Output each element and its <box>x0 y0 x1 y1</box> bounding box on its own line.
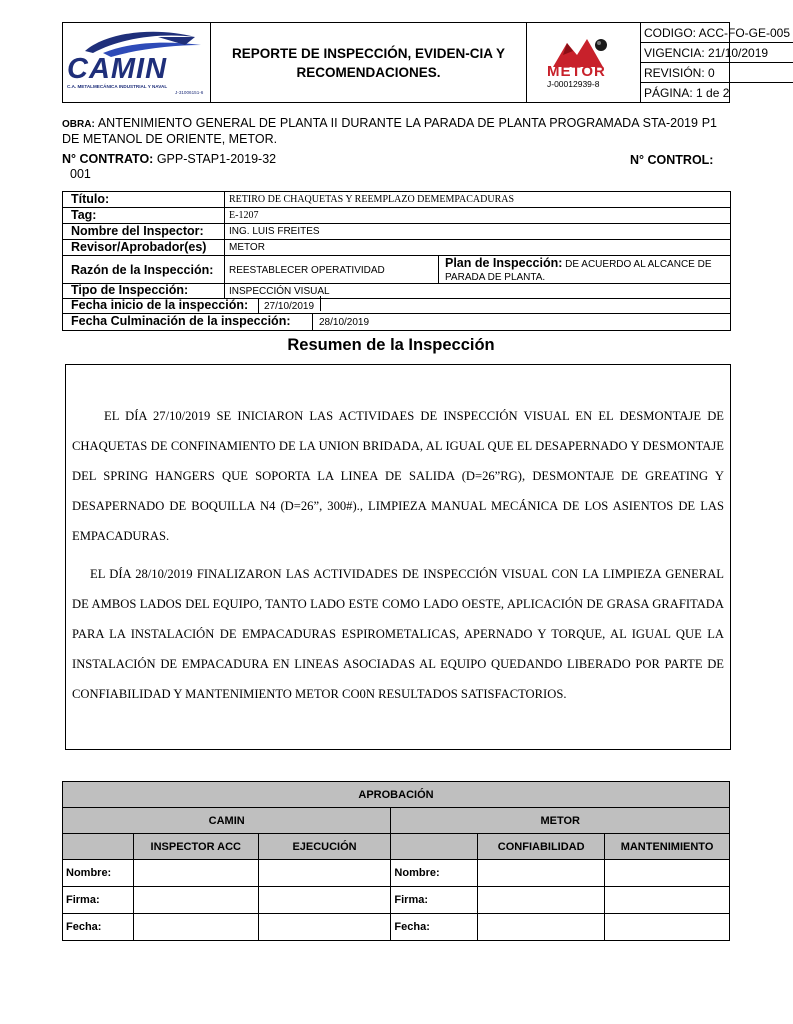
metor-confiabilidad-nombre-field[interactable] <box>478 860 605 887</box>
col-mantenimiento: MANTENIMIENTO <box>605 834 730 860</box>
document-meta <box>641 23 791 102</box>
camin-ejecucion-nombre-field[interactable] <box>258 860 391 887</box>
col-confiabilidad: CONFIABILIDAD <box>478 834 605 860</box>
approval-metor: METOR <box>391 808 730 834</box>
approval-row-fecha <box>63 914 730 941</box>
camin-logo-subtitle: C.A. METALMECÁNICA INDUSTRIAL Y NAVAL <box>67 84 168 89</box>
row-titulo <box>63 192 730 208</box>
titulo-label: Título: <box>71 192 110 206</box>
metor-logo-text: METOR <box>547 63 606 80</box>
culminacion-label: Fecha Culminación de la inspección: <box>71 314 291 328</box>
metor-mantenimiento-fecha-field[interactable] <box>605 914 730 941</box>
metor-firma-label: Firma: <box>391 887 478 914</box>
summary-paragraph-1: EL DÍA 27/10/2019 SE INICIARON LAS ACTIVIDAES DE INSPECCIÓN VISUAL EN EL DESMONTAJE DE CHAQUETAS DE CONFINAMIENTO DE LA UNION BRIDADA, AL IGUAL QUE EL DESAPERNADO Y DESMONTAJE DEL SPRING HANGERS QUE SOPORTA LA LINEA DE SALIDA (D=26”RG), DESMONTAJE DE GREATING Y DESAPERNADO DE BOQUILLA N4 (D=26”, 300#)., LIMPIEZA MANUAL MECÁNICA DE LOS ASIENTOS DE LAS EMPACADURAS. <box>72 409 724 543</box>
obra-section <box>62 116 717 147</box>
camin-inspector-firma-field[interactable] <box>133 887 258 914</box>
approval-title: APROBACIÓN <box>63 782 730 808</box>
razon-label: Razón de la Inspección: <box>71 263 214 277</box>
document-header <box>62 22 791 103</box>
approval-camin: CAMIN <box>63 808 391 834</box>
col-ejecucion: EJECUCIÓN <box>258 834 391 860</box>
meta-revision: REVISIÓN: 0 <box>641 63 793 83</box>
summary-paragraph-2: EL DÍA 28/10/2019 FINALIZARON LAS ACTIVIDADES DE INSPECCIÓN VISUAL CON LA LIMPIEZA GENERAL DE AMBOS LADOS DEL EQUIPO, TANTO LADO ESTE COMO LADO OESTE, APLICACIÓN DE GRASA GRAFITADA PARA LA INSTALACIÓN DE EMPACADURAS ESPIROMETALICAS, APERNADO Y TORQUE, AL IGUAL QUE LA INSTALACIÓN DE EMPACADURA EN LINEAS ASOCIADAS AL EQUIPO QUEDANDO LIBERADO POR PARTE DE CONFIABILIDAD Y MANTENIMIENTO METOR CO0N RESULTADOS SATISFACTORIOS. <box>72 567 724 701</box>
obra-label: OBRA: <box>62 119 95 130</box>
titulo-value: RETIRO DE CHAQUETAS Y REEMPLAZO DEMEMPACADURAS <box>229 194 515 205</box>
metor-confiabilidad-firma-field[interactable] <box>478 887 605 914</box>
summary-box <box>65 364 731 750</box>
tag-value: E-1207 <box>229 210 259 221</box>
tag-label: Tag: <box>71 208 97 222</box>
approval-table <box>62 781 730 941</box>
meta-codigo: CODIGO: ACC-FO-GE-005 <box>641 23 793 43</box>
contrato-value: GPP-STAP1-2019-32 <box>156 152 277 166</box>
control-label: N° CONTROL: <box>630 153 714 167</box>
inicio-value: 27/10/2019 <box>264 301 315 312</box>
culminacion-value: 28/10/2019 <box>319 317 370 328</box>
row-razon <box>63 256 730 284</box>
razon-value: REESTABLECER OPERATIVIDAD <box>229 265 385 276</box>
col-inspector-acc: INSPECTOR ACC <box>133 834 258 860</box>
plan-value: DE ACUERDO AL ALCANCE DE PARADA DE PLANTA. <box>445 259 712 283</box>
meta-vigencia: VIGENCIA: 21/10/2019 <box>641 43 793 63</box>
revisor-label: Revisor/Aprobador(es) <box>71 240 207 254</box>
camin-logo <box>63 23 211 102</box>
metor-logo-rif: J-00012939-8 <box>547 79 600 89</box>
meta-pagina: PÁGINA: 1 de 2 <box>644 86 730 100</box>
summary-title: Resumen de la Inspección <box>287 336 495 354</box>
camin-inspector-nombre-field[interactable] <box>133 860 258 887</box>
inspector-label: Nombre del Inspector: <box>71 224 204 238</box>
camin-nombre-label: Nombre: <box>63 860 134 887</box>
metor-confiabilidad-fecha-field[interactable] <box>478 914 605 941</box>
row-inspector <box>63 224 730 240</box>
approval-row-nombre <box>63 860 730 887</box>
inspector-value: ING. LUIS FREITES <box>229 226 320 237</box>
camin-logo-rif: J-31006151-6 <box>175 90 204 95</box>
approval-row-firma <box>63 887 730 914</box>
contrato-label: N° CONTRATO: <box>62 152 154 166</box>
metor-mantenimiento-firma-field[interactable] <box>605 887 730 914</box>
plan-cell <box>445 257 730 284</box>
camin-ejecucion-firma-field[interactable] <box>258 887 391 914</box>
plan-label: Plan de Inspección: <box>445 256 563 270</box>
tipo-value: INSPECCIÓN VISUAL <box>229 286 330 297</box>
row-tag <box>63 208 730 224</box>
row-inicio <box>63 299 730 314</box>
obra-text: ANTENIMIENTO GENERAL DE PLANTA II DURANTE LA PARADA DE PLANTA PROGRAMADA STA-2019 P1 DE METANOL DE ORIENTE, METOR. <box>62 116 717 146</box>
inspection-info-table <box>62 191 731 331</box>
camin-fecha-label: Fecha: <box>63 914 134 941</box>
camin-logo-text: CAMIN <box>67 53 168 85</box>
row-culminacion <box>63 314 730 330</box>
camin-ejecucion-fecha-field[interactable] <box>258 914 391 941</box>
tipo-label: Tipo de Inspección: <box>71 283 189 297</box>
row-tipo <box>63 284 730 299</box>
metor-fecha-label: Fecha: <box>391 914 478 941</box>
revisor-value: METOR <box>229 242 265 253</box>
document-title: REPORTE DE INSPECCIÓN, EVIDEN-CIA Y RECOMENDACIONES. <box>211 23 527 102</box>
metor-nombre-label: Nombre: <box>391 860 478 887</box>
camin-firma-label: Firma: <box>63 887 134 914</box>
inicio-label: Fecha inicio de la inspección: <box>71 298 249 312</box>
contrato <box>62 152 276 166</box>
metor-logo <box>527 23 641 102</box>
metor-mantenimiento-nombre-field[interactable] <box>605 860 730 887</box>
row-revisor <box>63 240 730 256</box>
contrato-value-continuation: 001 <box>70 167 91 181</box>
camin-inspector-fecha-field[interactable] <box>133 914 258 941</box>
